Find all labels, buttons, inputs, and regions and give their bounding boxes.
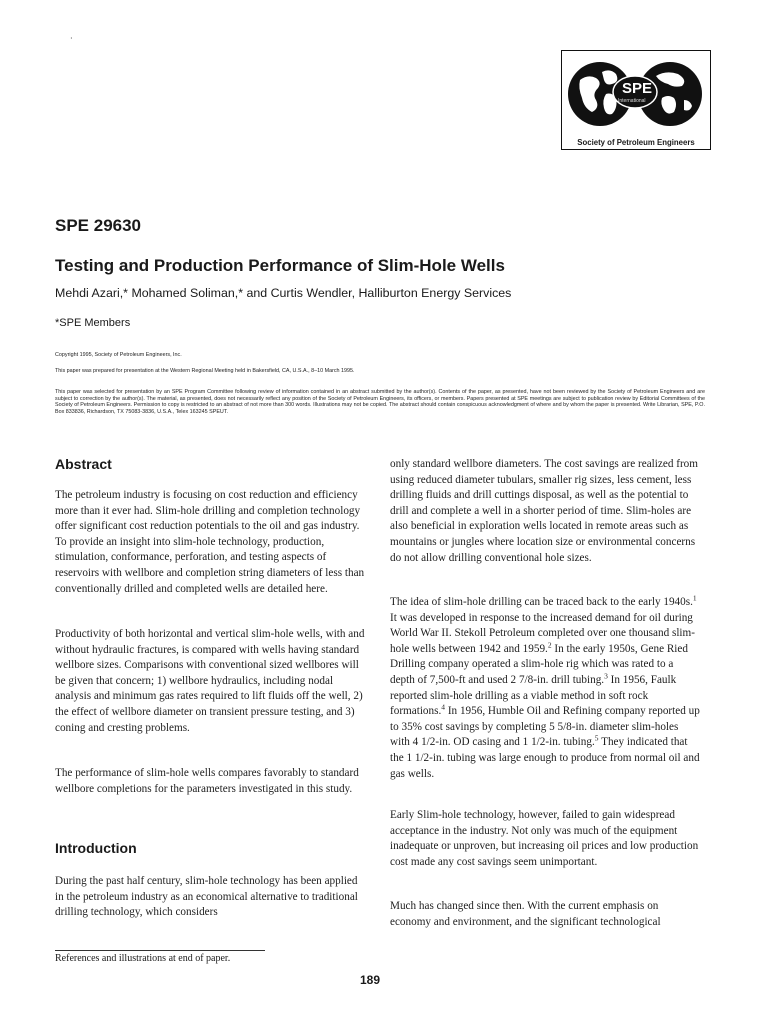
presentation-note: This paper was prepared for presentation at the Western Regional Meeting held in Bakersfield, CA, U.S.A., 8–10 March 1995.: [55, 368, 355, 374]
spe-logo: [561, 50, 711, 150]
introduction-heading: Introduction: [55, 840, 137, 856]
body-paragraph: only standard wellbore diameters. The cost savings are realized from using reduced diameter tubulars, smaller rig sizes, less cement, less drilling fluids and drill cuttings disposal, as well as the potential to drill and complete a well in a shorter period of time. Slim-holes are also beneficial in exploration wells located in remote areas such as mountains or jungles where location size or environmental concerns do not allow drilling conventional hole sizes.: [390, 458, 698, 564]
reference-marker: 4: [441, 702, 446, 712]
reference-marker: 1: [692, 593, 697, 603]
history-text: It was developed in response to the increased demand for oil during World War II. Stekoll Petroleum completed over one thousand slim-hole wells between 1942 and 1959.: [390, 611, 695, 655]
history-text: In 1956, Faulk reported slim-hole drilling as a viable method in soft rock formations.: [390, 673, 677, 718]
reference-marker: 5: [594, 733, 599, 743]
abstract-paragraph: Productivity of both horizontal and vertical slim-hole wells, with and without hydraulic fractures, is compared with wells having standard wellbore sizes. Comparisons with conventional sized wellbores will be given that concern; 1) wellbore hydraulics, including nodal analysis and minimum gas rates required to lift fluids off the well, 2) the effect of wellbore diameter on transient pressure testing, and 3) coning and cresting problems.: [55, 628, 365, 734]
history-text: The idea of slim-hole drilling can be traced back to the early 1940s.: [390, 596, 693, 608]
history-text: They indicated that the 1 1/2-in. tubing was large enough to produce from normal oil and gas wells.: [390, 736, 700, 780]
history-text: In the early 1950s, Gene Ried Drilling company operated a slim-hole rig which was rated to a depth of 7,500-ft and used 2 7/8-in. drill tubing.: [390, 642, 688, 686]
logo-badge: SPE: [622, 80, 653, 97]
members-note: *SPE Members: [55, 317, 131, 329]
selection-note: This paper was selected for presentation by an SPE Program Committee following review of information contained in an abstract submitted by the author(s). Contents of the paper, as presented, have not been reviewed by the Society of Petroleum Engineers and are subject to correction by the author(s). The material, as presented, does not necessarily reflect any position of the Society of Petroleum Engineers, its officers, or members. Papers presented at SPE meetings are subject to publication review by Editorial Committees of the Society of Petroleum Engineers. Permission to copy is restricted to an abstract of not more than 300 words. Illustrations may not be copied. The abstract should contain conspicuous acknowledgment of where and by whom the paper is presented. Write Librarian, SPE, P.O. Box 833836, Richardson, TX 75083-3836, U.S.A., Telex 163245 SPEUT.: [55, 389, 705, 415]
introduction-paragraph: During the past half century, slim-hole technology has been applied in the petroleum industry as an economical alternative to traditional drilling technology, which considers: [55, 875, 358, 919]
paper-title: Testing and Production Performance of Slim-Hole Wells: [55, 256, 505, 275]
history-paragraph: [390, 595, 700, 782]
body-paragraph: Early Slim-hole technology, however, failed to gain widespread acceptance in the industry. Not only was much of the equipment inadequate or unproven, but increasing oil prices and low production cost made any cost savings seem unimportant.: [390, 809, 699, 868]
logo-caption: Society of Petroleum Engineers: [577, 138, 695, 147]
page-number: 189: [360, 973, 381, 987]
copyright-notice: Copyright 1995, Society of Petroleum Engineers, Inc.: [55, 352, 182, 358]
reference-marker: 2: [547, 640, 552, 650]
history-text: In 1956, Humble Oil and Refining company reported up to 35% cost savings by completing 5 5/8-in. diameter slim-holes with 4 1/2-in. OD casing and 1 1/2-in. tubing.: [390, 705, 700, 749]
body-paragraph: Much has changed since then. With the current emphasis on economy and environment, and the significant technological: [390, 900, 661, 928]
abstract-paragraph: The performance of slim-hole wells compares favorably to standard wellbore completions for the parameters investigated in this study.: [55, 767, 359, 795]
footnote-divider: [55, 950, 265, 951]
logo-sub: International: [618, 98, 646, 104]
authors: Mehdi Azari,* Mohamed Soliman,* and Curtis Wendler, Halliburton Energy Services: [55, 286, 512, 300]
scan-speck: ·: [70, 34, 73, 43]
abstract-paragraph: The petroleum industry is focusing on cost reduction and efficiency more than it ever had. Slim-hole drilling and completion technology offer significant cost reduction potentials to the oil and gas industry. To provide an insight into slim-hole technology, production, stimulation, conformance, perforation, and testing aspects of reservoirs with wellbore and completion string diameters of less than conventionally drilled and completed wells are detailed here.: [55, 489, 365, 595]
paper-number: SPE 29630: [55, 216, 142, 235]
reference-marker: 3: [604, 671, 608, 681]
footnote: References and illustrations at end of paper.: [55, 953, 231, 964]
abstract-heading: Abstract: [55, 456, 112, 472]
